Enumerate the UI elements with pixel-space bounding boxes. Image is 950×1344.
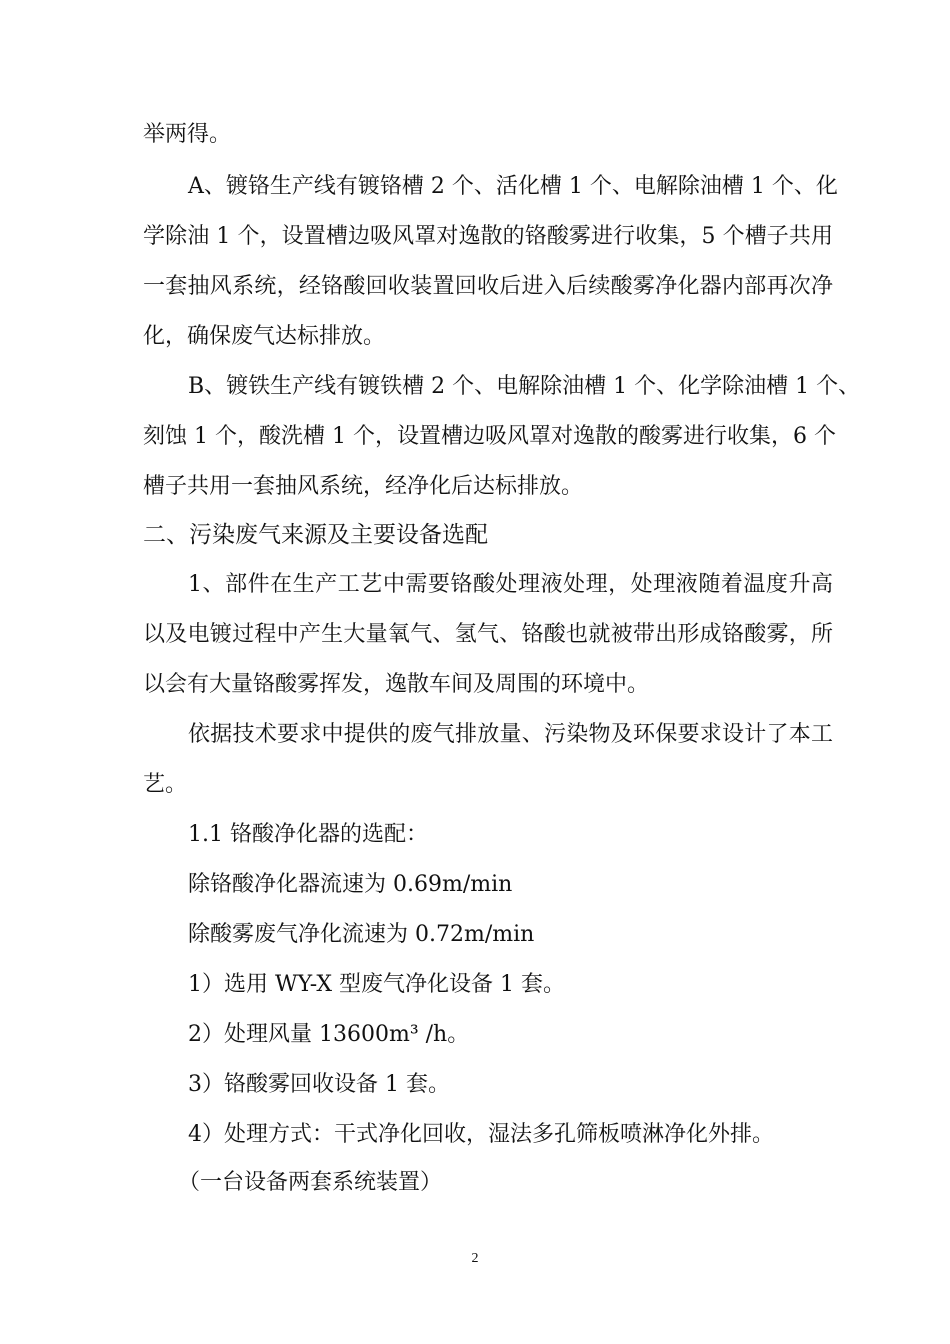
text-line-3: 学除油 1 个，设置槽边吸风罩对逸散的铬酸雾进行收集，5 个槽子共用 [143, 224, 833, 249]
text-line-5: 化，确保废气达标排放。 [143, 324, 386, 349]
text-line-1: 举两得。 [143, 122, 232, 147]
list-item-3: 3）铬酸雾回收设备 1 套。 [188, 1072, 450, 1097]
list-item-2: 2）处理风量 13600m³ /h。 [188, 1022, 470, 1047]
page-number: 2 [471, 1251, 479, 1266]
text-line-12: 以会有大量铬酸雾挥发，逸散车间及周围的环境中。 [143, 672, 650, 697]
text-line-22: （一台设备两套系统装置） [178, 1170, 443, 1195]
text-line-14: 艺。 [143, 772, 188, 797]
text-line-10: 1、部件在生产工艺中需要铬酸处理液处理，处理液随着温度升高 [188, 572, 833, 597]
text-line-8: 槽子共用一套抽风系统，经净化后达标排放。 [143, 474, 584, 499]
section-heading: 二、污染废气来源及主要设备选配 [143, 522, 488, 548]
text-line-17: 除酸雾废气净化流速为 0.72m/min [188, 922, 535, 947]
subsection-heading: 1.1 铬酸净化器的选配： [188, 822, 428, 847]
text-line-7: 刻蚀 1 个，酸洗槽 1 个，设置槽边吸风罩对逸散的酸雾进行收集，6 个 [143, 424, 836, 449]
text-line-2: A、镀铬生产线有镀铬槽 2 个、活化槽 1 个、电解除油槽 1 个、化 [188, 174, 838, 199]
list-item-1: 1）选用 WY-X 型废气净化设备 1 套。 [188, 972, 565, 997]
text-line-11: 以及电镀过程中产生大量氧气、氢气、铬酸也就被带出形成铬酸雾，所 [143, 622, 833, 647]
list-item-4: 4）处理方式：干式净化回收，湿法多孔筛板喷淋净化外排。 [188, 1122, 774, 1147]
text-line-6: B、镀铁生产线有镀铁槽 2 个、电解除油槽 1 个、化学除油槽 1 个、 [188, 374, 861, 399]
text-line-13: 依据技术要求中提供的废气排放量、污染物及环保要求设计了本工 [188, 722, 833, 747]
text-line-4: 一套抽风系统，经铬酸回收装置回收后进入后续酸雾净化器内部再次净 [143, 274, 833, 299]
text-line-16: 除铬酸净化器流速为 0.69m/min [188, 872, 513, 897]
